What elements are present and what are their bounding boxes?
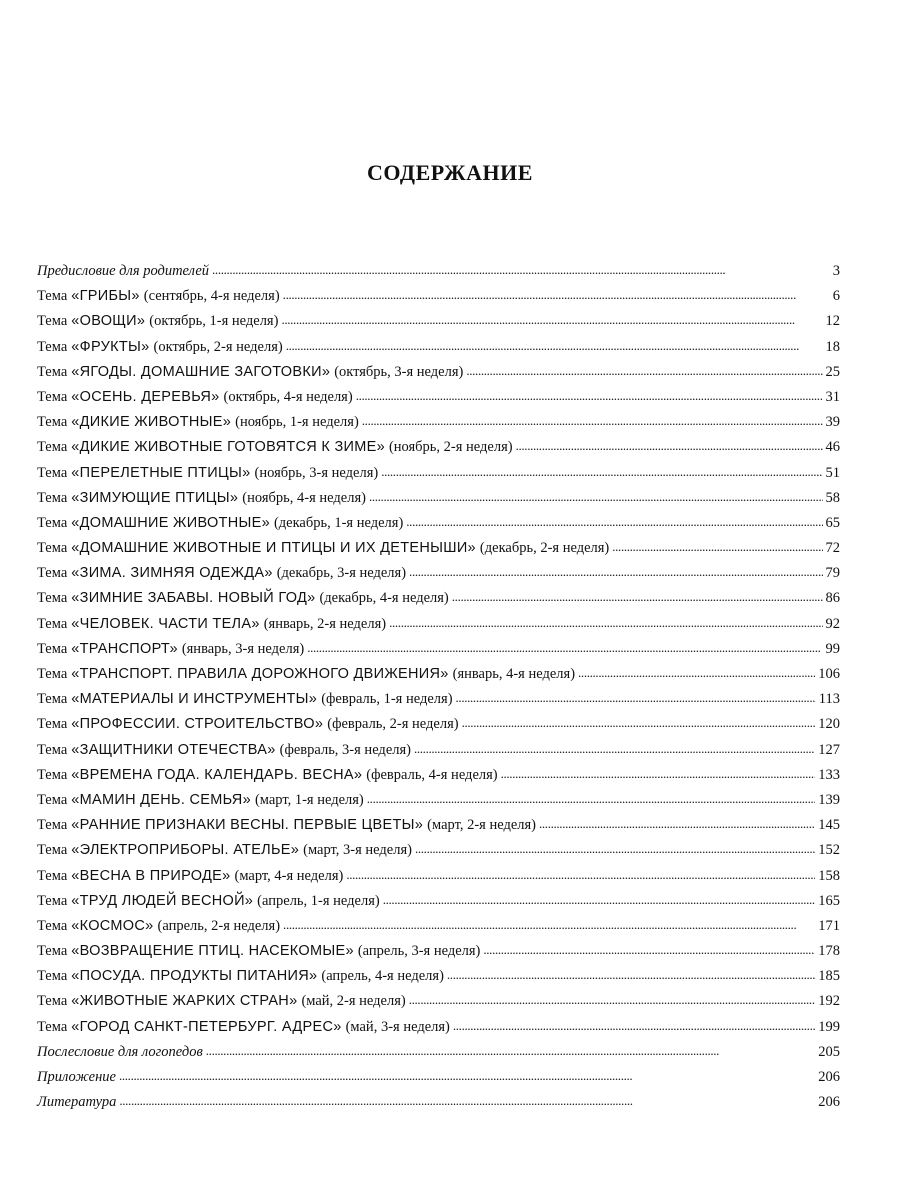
toc-entry-period: (ноябрь, 2-я неделя): [388, 439, 513, 456]
toc-entry[interactable]: [37, 515, 840, 540]
toc-entry-prefix: Тема: [37, 691, 68, 708]
toc-entry-period: (февраль, 4-я неделя): [366, 766, 498, 783]
toc-page-number: 152: [818, 842, 840, 859]
toc-entry-topic: «ЧЕЛОВЕК. ЧАСТИ ТЕЛА»: [71, 615, 260, 632]
toc-entry[interactable]: [37, 565, 840, 590]
toc-entry[interactable]: [37, 1094, 840, 1119]
toc-page-number: 205: [818, 1043, 840, 1060]
toc-entry-topic: «ТРАНСПОРТ»: [71, 640, 178, 657]
dot-leader: [283, 287, 830, 304]
dot-leader: [283, 917, 815, 934]
toc-entry-title: [37, 389, 353, 406]
toc-entry-prefix: Тема: [37, 817, 68, 834]
toc-entry[interactable]: [37, 792, 840, 817]
toc-entry-title: [37, 691, 453, 708]
toc-entry-prefix: Тема: [37, 338, 68, 355]
toc-entry-topic: «ГРИБЫ»: [71, 288, 140, 305]
toc-entry-period: (май, 2-я неделя): [301, 993, 406, 1010]
page-title: СОДЕРЖАНИЕ: [367, 160, 533, 185]
toc-entry-title: [37, 263, 209, 280]
toc-entry-period: (февраль, 2-я неделя): [327, 716, 459, 733]
toc-entry-prefix: Тема: [37, 1018, 68, 1035]
toc-entry-topic: «ДОМАШНИЕ ЖИВОТНЫЕ И ПТИЦЫ И ИХ ДЕТЕНЫШИ»: [71, 540, 476, 557]
toc-entry[interactable]: [37, 313, 840, 338]
toc-entry-period: (февраль, 3-я неделя): [279, 741, 411, 758]
toc-page-number: 39: [825, 414, 840, 431]
toc-entry-prefix: Тема: [37, 414, 68, 431]
toc-entry-period: (ноябрь, 4-я неделя): [242, 489, 366, 506]
dot-leader: [612, 539, 822, 556]
toc-entry-title: [37, 641, 304, 658]
toc-entry-title: [37, 968, 444, 985]
toc-entry[interactable]: [37, 968, 840, 993]
toc-entry-topic: «МАМИН ДЕНЬ. СЕМЬЯ»: [71, 791, 251, 808]
dot-leader: [119, 1093, 815, 1110]
dot-leader: [415, 841, 815, 858]
toc-entry-prefix: Тема: [37, 615, 68, 632]
dot-leader: [381, 464, 822, 481]
toc-entry[interactable]: [37, 943, 840, 968]
toc-entry-text: Послесловие для логопедов: [37, 1043, 203, 1060]
toc-entry-period: (апрель, 2-я неделя): [157, 917, 281, 934]
toc-entry-topic: «ЭЛЕКТРОПРИБОРЫ. АТЕЛЬЕ»: [71, 842, 300, 859]
toc-entry-topic: «МАТЕРИАЛЫ И ИНСТРУМЕНТЫ»: [71, 691, 318, 708]
toc-page-number: 158: [818, 867, 840, 884]
toc-entry-period: (сентябрь, 4-я неделя): [143, 288, 280, 305]
dot-leader: [281, 312, 822, 329]
toc-entry-title: [37, 590, 449, 607]
toc-entry[interactable]: [37, 389, 840, 414]
toc-entry-prefix: Тема: [37, 766, 68, 783]
toc-page-number: 18: [825, 338, 840, 355]
toc-entry-prefix: Тема: [37, 565, 68, 582]
dot-leader: [383, 892, 816, 909]
toc-entry-prefix: Тема: [37, 666, 68, 682]
toc-entry-title: [37, 313, 278, 330]
toc-entry-title: [37, 993, 406, 1010]
toc-page-number: 120: [818, 716, 840, 733]
dot-leader: [539, 816, 815, 833]
toc-entry-title: [37, 1044, 203, 1061]
dot-leader: [389, 615, 822, 632]
toc-entry[interactable]: [37, 918, 840, 943]
toc-page-number: 139: [818, 791, 840, 808]
toc-entry-prefix: Тема: [37, 540, 68, 557]
toc-entry-title: [37, 288, 280, 305]
dot-leader: [452, 589, 823, 606]
dot-leader: [406, 514, 822, 531]
dot-leader: [346, 867, 815, 884]
toc-entry-title: [37, 439, 513, 456]
dot-leader: [362, 413, 823, 430]
toc-entry-title: [37, 893, 380, 910]
toc-entry-title: [37, 742, 411, 759]
toc-entry-period: (октябрь, 3-я неделя): [334, 363, 464, 380]
dot-leader: [286, 338, 823, 355]
toc-page-number: 65: [825, 514, 840, 531]
toc-entry-prefix: Тема: [37, 943, 68, 960]
toc-entry-title: [37, 842, 412, 859]
toc-entry-text: Литература: [37, 1094, 117, 1111]
toc-entry[interactable]: [37, 893, 840, 918]
dot-leader: [409, 564, 822, 581]
toc-entry-topic: «ЯГОДЫ. ДОМАШНИЕ ЗАГОТОВКИ»: [71, 363, 331, 380]
toc-entry[interactable]: [37, 490, 840, 515]
toc-page-number: 6: [832, 288, 840, 305]
toc-entry-period: (январь, 4-я неделя): [452, 666, 576, 682]
toc-entry[interactable]: [37, 590, 840, 615]
toc-entry-prefix: Тема: [37, 716, 68, 733]
toc-entry-period: (март, 4-я неделя): [234, 867, 344, 884]
toc-entry-topic: «ТРАНСПОРТ. ПРАВИЛА ДОРОЖНОГО ДВИЖЕНИЯ»: [71, 666, 449, 682]
toc-entry-period: (ноябрь, 1-я неделя): [235, 414, 359, 431]
toc-entry-title: [37, 767, 498, 784]
toc-entry[interactable]: [37, 439, 840, 464]
toc-page-number: 171: [818, 917, 840, 934]
toc-entry-topic: «ВРЕМЕНА ГОДА. КАЛЕНДАРЬ. ВЕСНА»: [71, 766, 363, 783]
toc-entry-prefix: Тема: [37, 388, 68, 405]
toc-entry[interactable]: [37, 465, 840, 490]
toc-entry-period: (апрель, 3-я неделя): [357, 943, 481, 960]
toc-page-number: 12: [825, 313, 840, 330]
toc-entry-topic: «ЗИМНИЕ ЗАБАВЫ. НОВЫЙ ГОД»: [71, 590, 316, 607]
toc-entry-period: (март, 2-я неделя): [427, 817, 536, 834]
toc-entry[interactable]: [37, 616, 840, 641]
toc-entry-prefix: Тема: [37, 741, 68, 758]
toc-entry-period: (март, 3-я неделя): [303, 842, 412, 859]
toc-entry-period: (январь, 2-я неделя): [263, 615, 387, 632]
dot-leader: [456, 690, 816, 707]
toc-entry-period: (май, 3-я неделя): [345, 1018, 450, 1035]
dot-leader: [307, 640, 822, 657]
toc-page-number: 92: [825, 615, 840, 632]
toc-entry[interactable]: [37, 540, 840, 565]
toc-entry[interactable]: [37, 993, 840, 1018]
toc-entry-period: (октябрь, 2-я неделя): [153, 338, 283, 355]
toc-entry-prefix: Тема: [37, 791, 68, 808]
toc-entry-topic: «ЗИМУЮЩИЕ ПТИЦЫ»: [71, 489, 239, 506]
toc-entry[interactable]: [37, 817, 840, 842]
toc-entry[interactable]: [37, 414, 840, 439]
toc-entry-period: (декабрь, 4-я неделя): [319, 590, 449, 607]
toc-entry[interactable]: [37, 868, 840, 893]
toc-page-number: 31: [825, 388, 840, 405]
toc-entry[interactable]: [37, 1069, 840, 1094]
dot-leader: [453, 1018, 815, 1035]
toc-entry-topic: «ОВОЩИ»: [71, 313, 146, 330]
toc-entry-topic: «ЗАЩИТНИКИ ОТЕЧЕСТВА»: [71, 741, 276, 758]
toc-page-number: 106: [818, 666, 840, 682]
toc-entry-prefix: Тема: [37, 993, 68, 1010]
toc-entry-title: [37, 918, 280, 935]
dot-leader: [119, 1068, 815, 1085]
toc-entry-period: (февраль, 1-я неделя): [321, 691, 453, 708]
table-of-contents: [37, 263, 840, 1119]
toc-page-number: 58: [825, 489, 840, 506]
toc-entry-period: (март, 1-я неделя): [254, 791, 364, 808]
dot-leader: [206, 1043, 815, 1060]
toc-entry[interactable]: [37, 1044, 840, 1069]
toc-entry[interactable]: [37, 742, 840, 767]
toc-entry-title: [37, 868, 343, 885]
toc-entry[interactable]: [37, 364, 840, 389]
toc-entry-prefix: Тема: [37, 892, 68, 909]
toc-page-number: 72: [825, 540, 840, 557]
toc-entry-topic: «ДИКИЕ ЖИВОТНЫЕ ГОТОВЯТСЯ К ЗИМЕ»: [71, 439, 385, 456]
toc-page-number: 178: [818, 943, 840, 960]
toc-entry-prefix: Тема: [37, 464, 68, 481]
toc-entry-prefix: Тема: [37, 489, 68, 506]
dot-leader: [447, 967, 815, 984]
toc-entry-period: (апрель, 1-я неделя): [257, 892, 380, 909]
toc-page-number: 79: [825, 565, 840, 582]
toc-entry-prefix: Тема: [37, 363, 68, 380]
dot-leader: [483, 942, 815, 959]
dot-leader: [409, 992, 816, 1009]
toc-entry-prefix: Тема: [37, 514, 68, 531]
toc-entry[interactable]: [37, 666, 840, 691]
toc-entry-topic: «ЖИВОТНЫЕ ЖАРКИХ СТРАН»: [71, 993, 298, 1010]
dot-leader: [578, 665, 815, 682]
dot-leader: [414, 741, 815, 758]
toc-entry-topic: «ПРОФЕССИИ. СТРОИТЕЛЬСТВО»: [71, 716, 324, 733]
dot-leader: [462, 715, 816, 732]
toc-entry[interactable]: [37, 767, 840, 792]
toc-entry[interactable]: [37, 288, 840, 313]
toc-entry-topic: «ВЕСНА В ПРИРОДЕ»: [71, 867, 231, 884]
dot-leader: [466, 363, 822, 380]
toc-entry-title: [37, 716, 459, 733]
toc-entry-prefix: Тема: [37, 313, 68, 330]
dot-leader: [369, 489, 823, 506]
toc-page-number: 206: [818, 1094, 840, 1111]
toc-entry-topic: «ЗИМА. ЗИМНЯЯ ОДЕЖДА»: [71, 565, 273, 582]
dot-leader: [367, 791, 815, 808]
toc-entry-title: [37, 414, 359, 431]
toc-entry-title: [37, 565, 406, 582]
toc-entry-prefix: Тема: [37, 590, 68, 607]
toc-entry-topic: «ДИКИЕ ЖИВОТНЫЕ»: [71, 414, 232, 431]
toc-entry-text: Приложение: [37, 1069, 116, 1085]
toc-page-number: 46: [825, 439, 840, 456]
toc-entry-period: (октябрь, 4-я неделя): [223, 388, 353, 405]
toc-entry-text: Предисловие для родителей: [37, 263, 210, 279]
toc-entry-title: [37, 490, 366, 507]
toc-entry-topic: «ПОСУДА. ПРОДУКТЫ ПИТАНИЯ»: [71, 968, 318, 985]
toc-entry-prefix: Тема: [37, 867, 68, 884]
toc-entry-title: [37, 339, 283, 356]
toc-entry-title: [37, 792, 364, 809]
toc-page-number: 99: [825, 640, 840, 657]
toc-entry-period: (октябрь, 1-я неделя): [149, 313, 279, 330]
toc-entry-period: (апрель, 4-я неделя): [321, 968, 444, 985]
toc-entry-title: [37, 364, 463, 381]
dot-leader: [501, 766, 816, 783]
toc-page-number: 145: [818, 817, 840, 834]
toc-entry-title: [37, 817, 536, 834]
toc-entry-topic: «ГОРОД САНКТ-ПЕТЕРБУРГ. АДРЕС»: [71, 1018, 342, 1035]
toc-entry[interactable]: [37, 1019, 840, 1044]
toc-entry-title: [37, 666, 575, 683]
toc-entry-title: [37, 465, 378, 482]
toc-entry-period: (декабрь, 3-я неделя): [276, 565, 407, 582]
toc-entry[interactable]: [37, 716, 840, 741]
toc-entry-topic: «РАННИЕ ПРИЗНАКИ ВЕСНЫ. ПЕРВЫЕ ЦВЕТЫ»: [71, 817, 424, 834]
dot-leader: [356, 388, 823, 405]
toc-page-number: 3: [832, 263, 840, 279]
toc-entry-title: [37, 1069, 116, 1086]
toc-page-number: 192: [818, 993, 840, 1010]
toc-entry-period: (декабрь, 1-я неделя): [273, 514, 404, 531]
toc-entry-prefix: Тема: [37, 968, 68, 985]
dot-leader: [516, 438, 823, 455]
toc-entry-title: [37, 943, 480, 960]
toc-entry-title: [37, 540, 609, 557]
toc-entry-title: [37, 1094, 116, 1111]
toc-entry-topic: «ВОЗВРАЩЕНИЕ ПТИЦ. НАСЕКОМЫЕ»: [71, 943, 354, 960]
toc-entry[interactable]: [37, 263, 840, 288]
toc-entry-period: (ноябрь, 3-я неделя): [254, 464, 379, 481]
toc-entry-prefix: Тема: [37, 640, 68, 657]
toc-entry-topic: «ФРУКТЫ»: [71, 338, 150, 355]
toc-page-number: 206: [818, 1069, 840, 1085]
toc-entry-prefix: Тема: [37, 917, 68, 934]
toc-entry[interactable]: [37, 691, 840, 716]
toc-page-number: 199: [818, 1018, 840, 1035]
toc-entry-prefix: Тема: [37, 439, 68, 456]
toc-entry-prefix: Тема: [37, 288, 68, 305]
toc-entry-topic: «ДОМАШНИЕ ЖИВОТНЫЕ»: [71, 514, 270, 531]
toc-page-number: 86: [825, 590, 840, 607]
toc-page-number: 113: [818, 691, 840, 708]
toc-entry-title: [37, 616, 386, 633]
toc-entry-topic: «ТРУД ЛЮДЕЙ ВЕСНОЙ»: [71, 892, 254, 909]
toc-entry-period: (декабрь, 2-я неделя): [479, 540, 610, 557]
toc-entry-period: (январь, 3-я неделя): [181, 640, 305, 657]
toc-entry-title: [37, 515, 403, 532]
dot-leader: [212, 262, 830, 279]
toc-entry[interactable]: [37, 339, 840, 364]
toc-entry[interactable]: [37, 641, 840, 666]
toc-entry-topic: «ПЕРЕЛЕТНЫЕ ПТИЦЫ»: [71, 464, 251, 481]
toc-entry[interactable]: [37, 842, 840, 867]
toc-entry-prefix: Тема: [37, 842, 68, 859]
toc-page-number: 127: [818, 741, 840, 758]
toc-entry-topic: «КОСМОС»: [71, 917, 154, 934]
toc-page-number: 25: [825, 363, 840, 380]
toc-entry-topic: «ОСЕНЬ. ДЕРЕВЬЯ»: [71, 388, 220, 405]
toc-page-number: 51: [825, 464, 840, 481]
toc-page-number: 165: [818, 892, 840, 909]
toc-page-number: 133: [818, 766, 840, 783]
toc-entry-title: [37, 1019, 450, 1036]
toc-page-number: 185: [818, 968, 840, 985]
